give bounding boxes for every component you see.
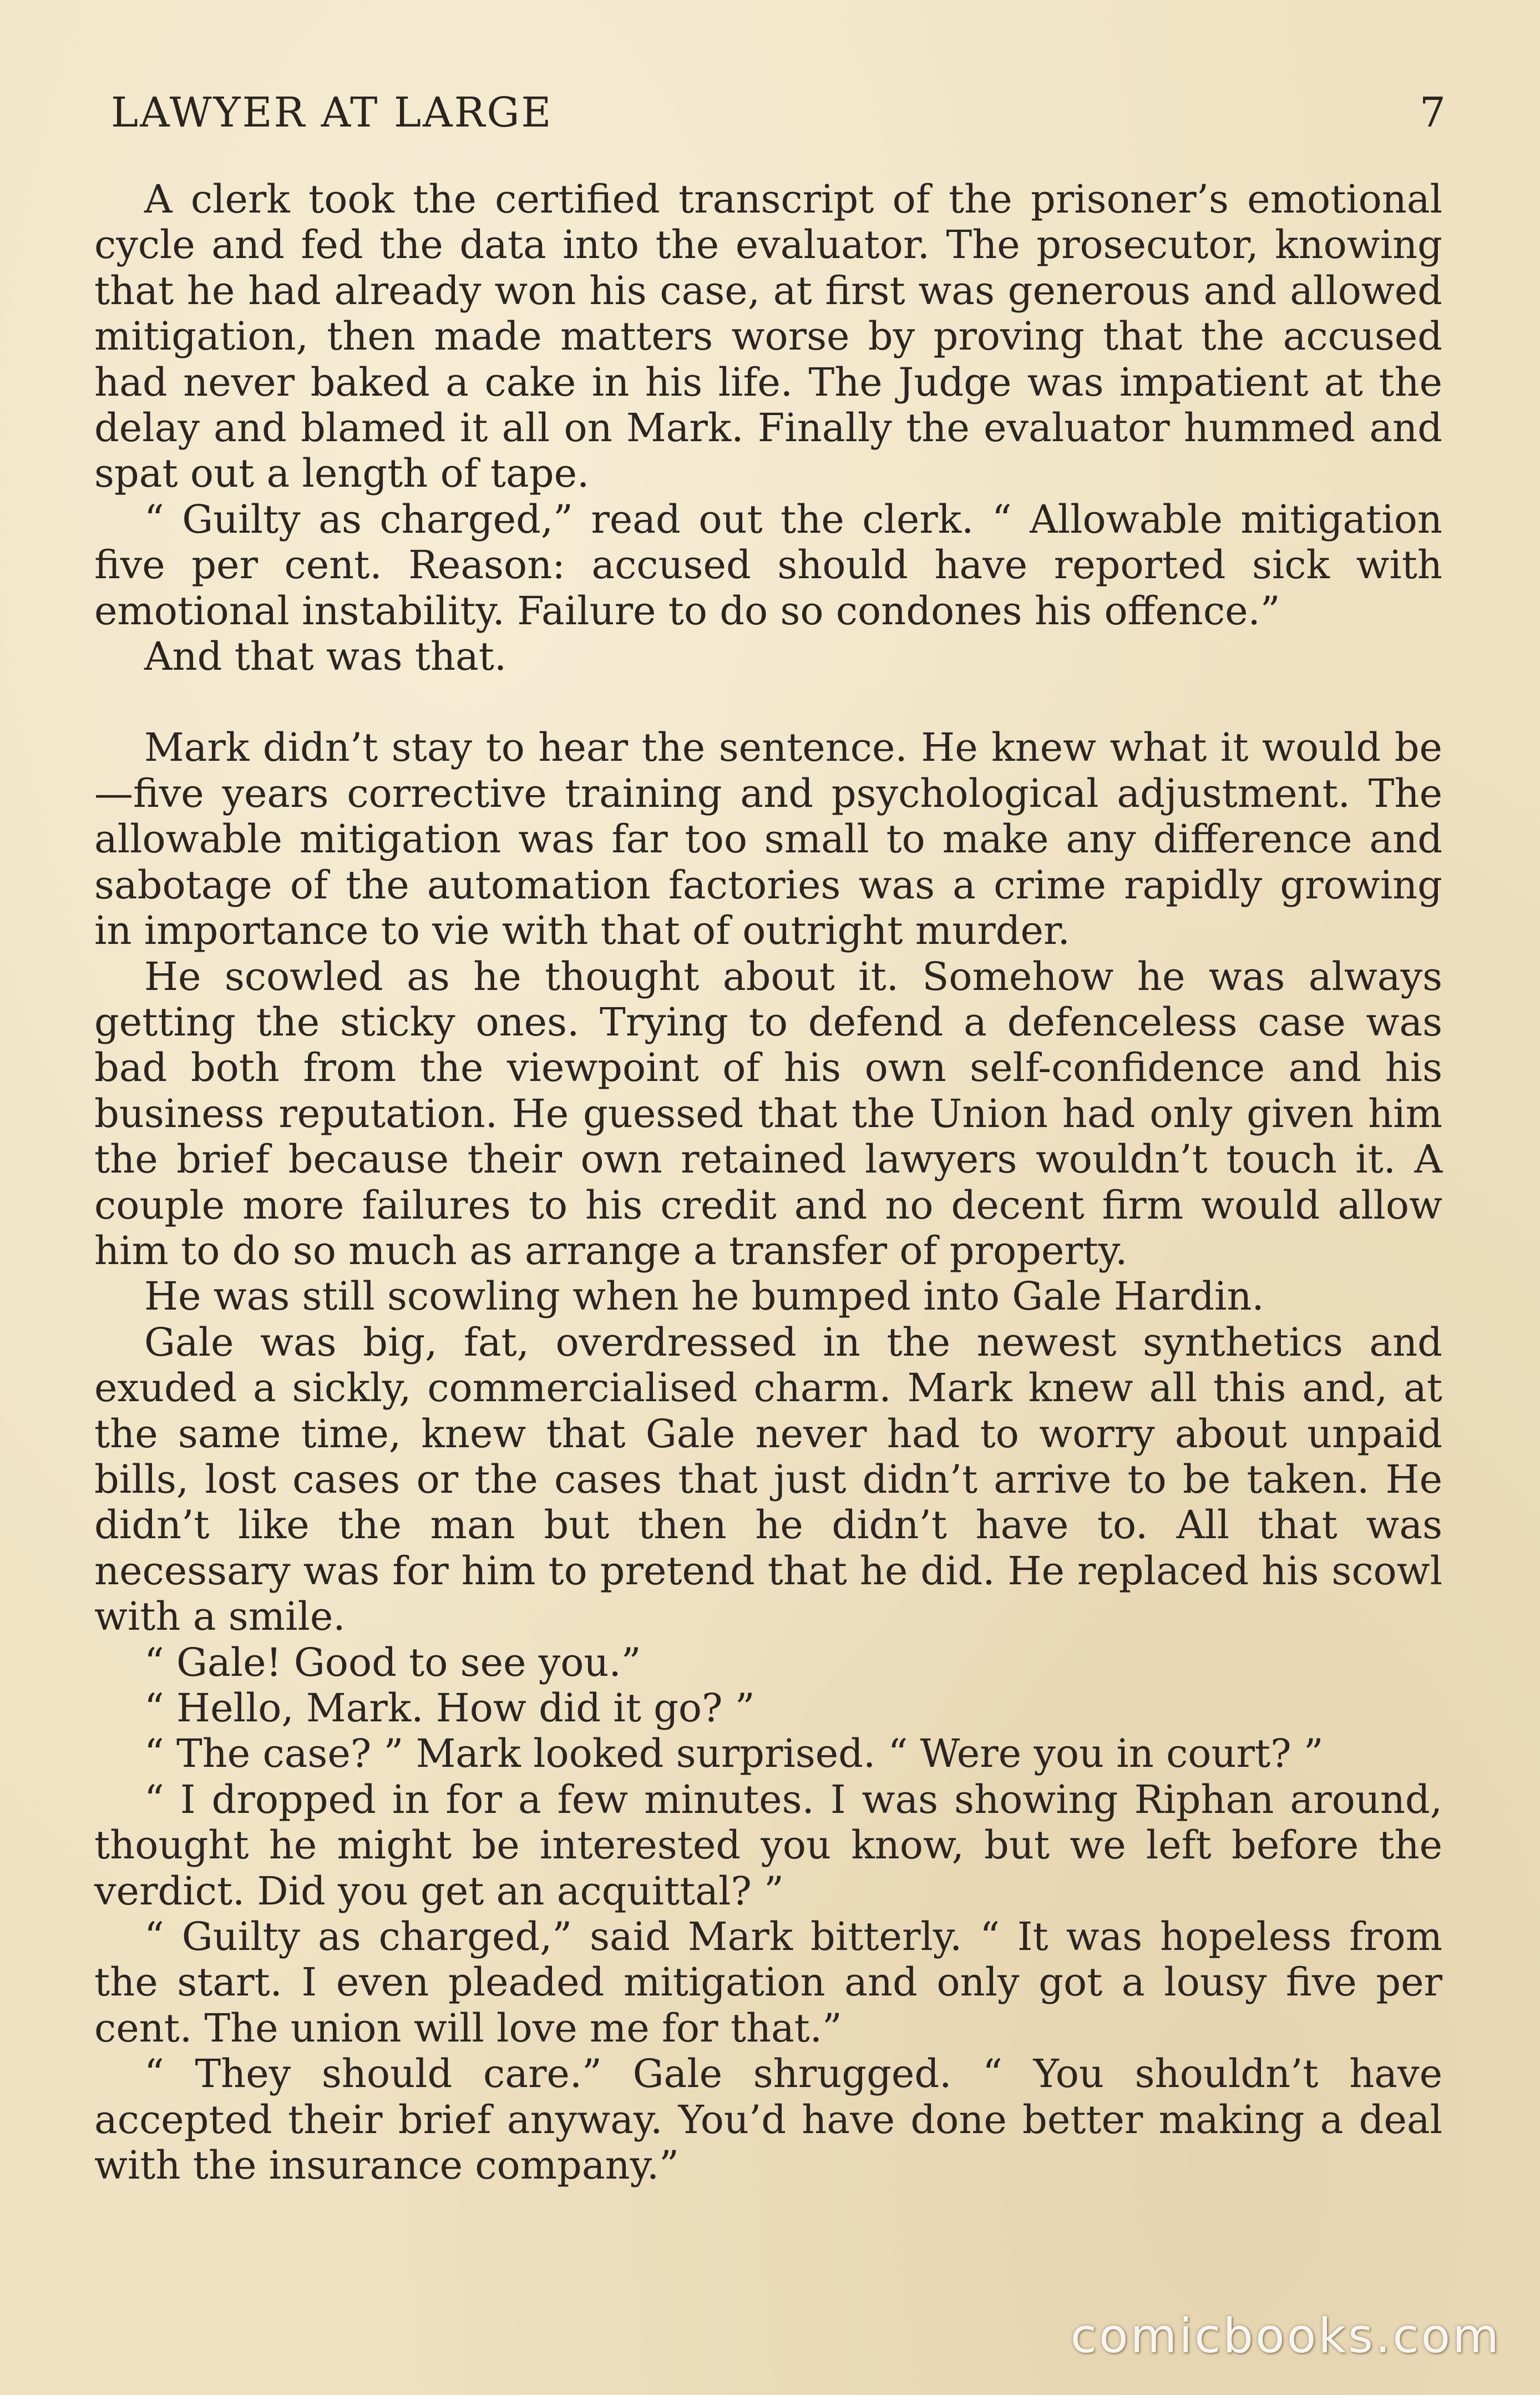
paragraph: “ Guilty as charged,” read out the clerk. “ Allowable mitigation five per cent. Reason: accused should have reported sick with emotional instability. Failure to do so condones his offence.” — [94, 496, 1442, 634]
page-body — [94, 176, 1442, 2188]
section-break — [94, 679, 1442, 725]
paragraph: “ Guilty as charged,” said Mark bitterly. “ It was hopeless from the start. I even pleaded mitigation and only got a lousy five per cent. The union will love me for that.” — [94, 1914, 1442, 2051]
paragraph: He scowled as he thought about it. Somehow he was always getting the sticky ones. Trying to defend a defenceless case was bad both from the viewpoint of his own self-confidence and his business reputation. He guessed that the Union had only given him the brief because their own retained lawyers wouldn’t touch it. A couple more failures to his credit and no decent firm would allow him to do so much as arrange a transfer of property. — [94, 953, 1442, 1274]
paragraph: Gale was big, fat, overdressed in the newest synthetics and exuded a sickly, commercialised charm. Mark knew all this and, at the same time, knew that Gale never had to worry about unpaid bills, lost cases or the cases that just didn’t arrive to be taken. He didn’t like the man but then he didn’t have to. All that was necessary was for him to pretend that he did. He replaced his scowl with a smile. — [94, 1319, 1442, 1640]
paragraph: “ Gale! Good to see you.” — [144, 1639, 641, 1685]
paragraph: He was still scowling when he bumped into Gale Hardin. — [144, 1274, 1264, 1320]
paragraph: Mark didn’t stay to hear the sentence. He knew what it would be—five years corrective training and psychological adjustment. The allowable mitigation was far too small to make any difference and sabotage of the automation factories was a crime rapidly growing in importance to vie with that of outright murder. — [94, 725, 1442, 954]
paragraph: A clerk took the certified transcript of the prisoner’s emotional cycle and fed the data into the evaluator. The prosecutor, knowing that he had already won his case, at first was generous and allowed mitigation, then made matters worse by proving that the accused had never baked a cake in his life. The Judge was impatient at the delay and blamed it all on Mark. Finally the evaluator hummed and spat out a length of tape. — [94, 176, 1442, 497]
paragraph: And that was that. — [144, 634, 507, 680]
page-number: 7 — [1419, 89, 1446, 137]
page-header — [111, 82, 1446, 143]
paragraph: “ Hello, Mark. How did it go? ” — [144, 1685, 755, 1731]
running-head: LAWYER AT LARGE — [111, 89, 553, 137]
watermark: comicbooks.com — [1070, 2308, 1501, 2364]
paragraph: “ I dropped in for a few minutes. I was showing Riphan around, thought he might be interested you know, but we left before the verdict. Did you get an acquittal? ” — [94, 1776, 1442, 1914]
paragraph: “ They should care.” Gale shrugged. “ You shouldn’t have accepted their brief anyway. You’d have done better making a deal with the insurance company.” — [94, 2051, 1442, 2189]
paragraph: “ The case? ” Mark looked surprised. “ Were you in court? ” — [144, 1731, 1324, 1777]
